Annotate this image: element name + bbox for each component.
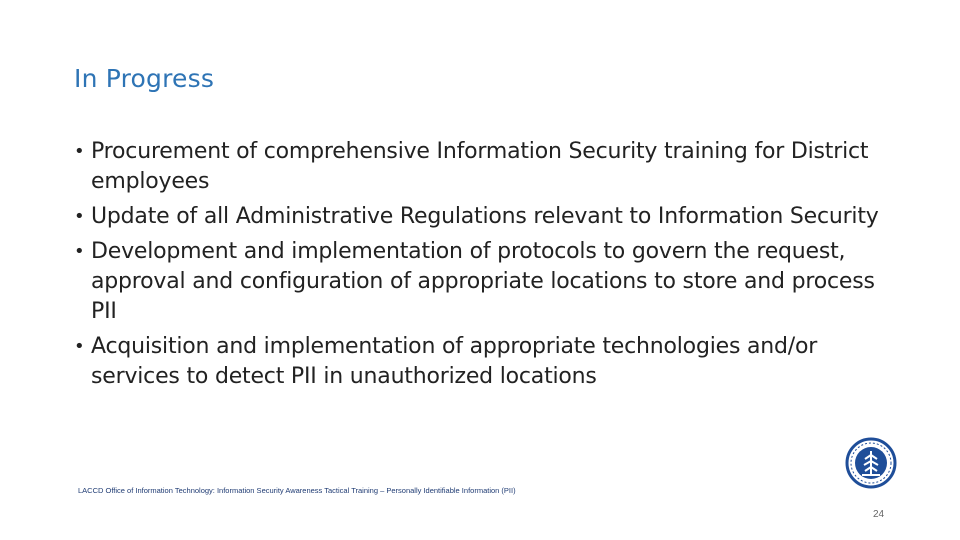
bullet-text: Update of all Administrative Regulations relevant to Information Security	[91, 204, 879, 229]
bullet-glyph: •	[74, 141, 85, 162]
page-number: 24	[873, 509, 885, 520]
bullet-item	[74, 137, 894, 197]
bullet-list	[74, 137, 894, 397]
bullet-text: Acquisition and implementation of appropriate technologies and/or services to detect PII in unauthorized locations	[91, 334, 818, 389]
bullet-item	[74, 332, 894, 392]
bullet-glyph: •	[74, 206, 85, 227]
bullet-text: Procurement of comprehensive Information Security training for District employees	[91, 139, 869, 194]
bullet-glyph: •	[74, 241, 85, 262]
bullet-glyph: •	[74, 336, 85, 357]
bullet-text: Development and implementation of protocols to govern the request, approval and configuration of appropriate locations to store and process PII	[91, 239, 875, 324]
district-seal-icon	[845, 437, 897, 489]
bullet-item	[74, 237, 894, 327]
bullet-item	[74, 202, 894, 232]
footer-text: LACCD Office of Information Technology: Information Security Awareness Tactical Training – Personally Identifiable Information (PII)	[78, 486, 516, 495]
slide-title: In Progress	[74, 64, 215, 93]
